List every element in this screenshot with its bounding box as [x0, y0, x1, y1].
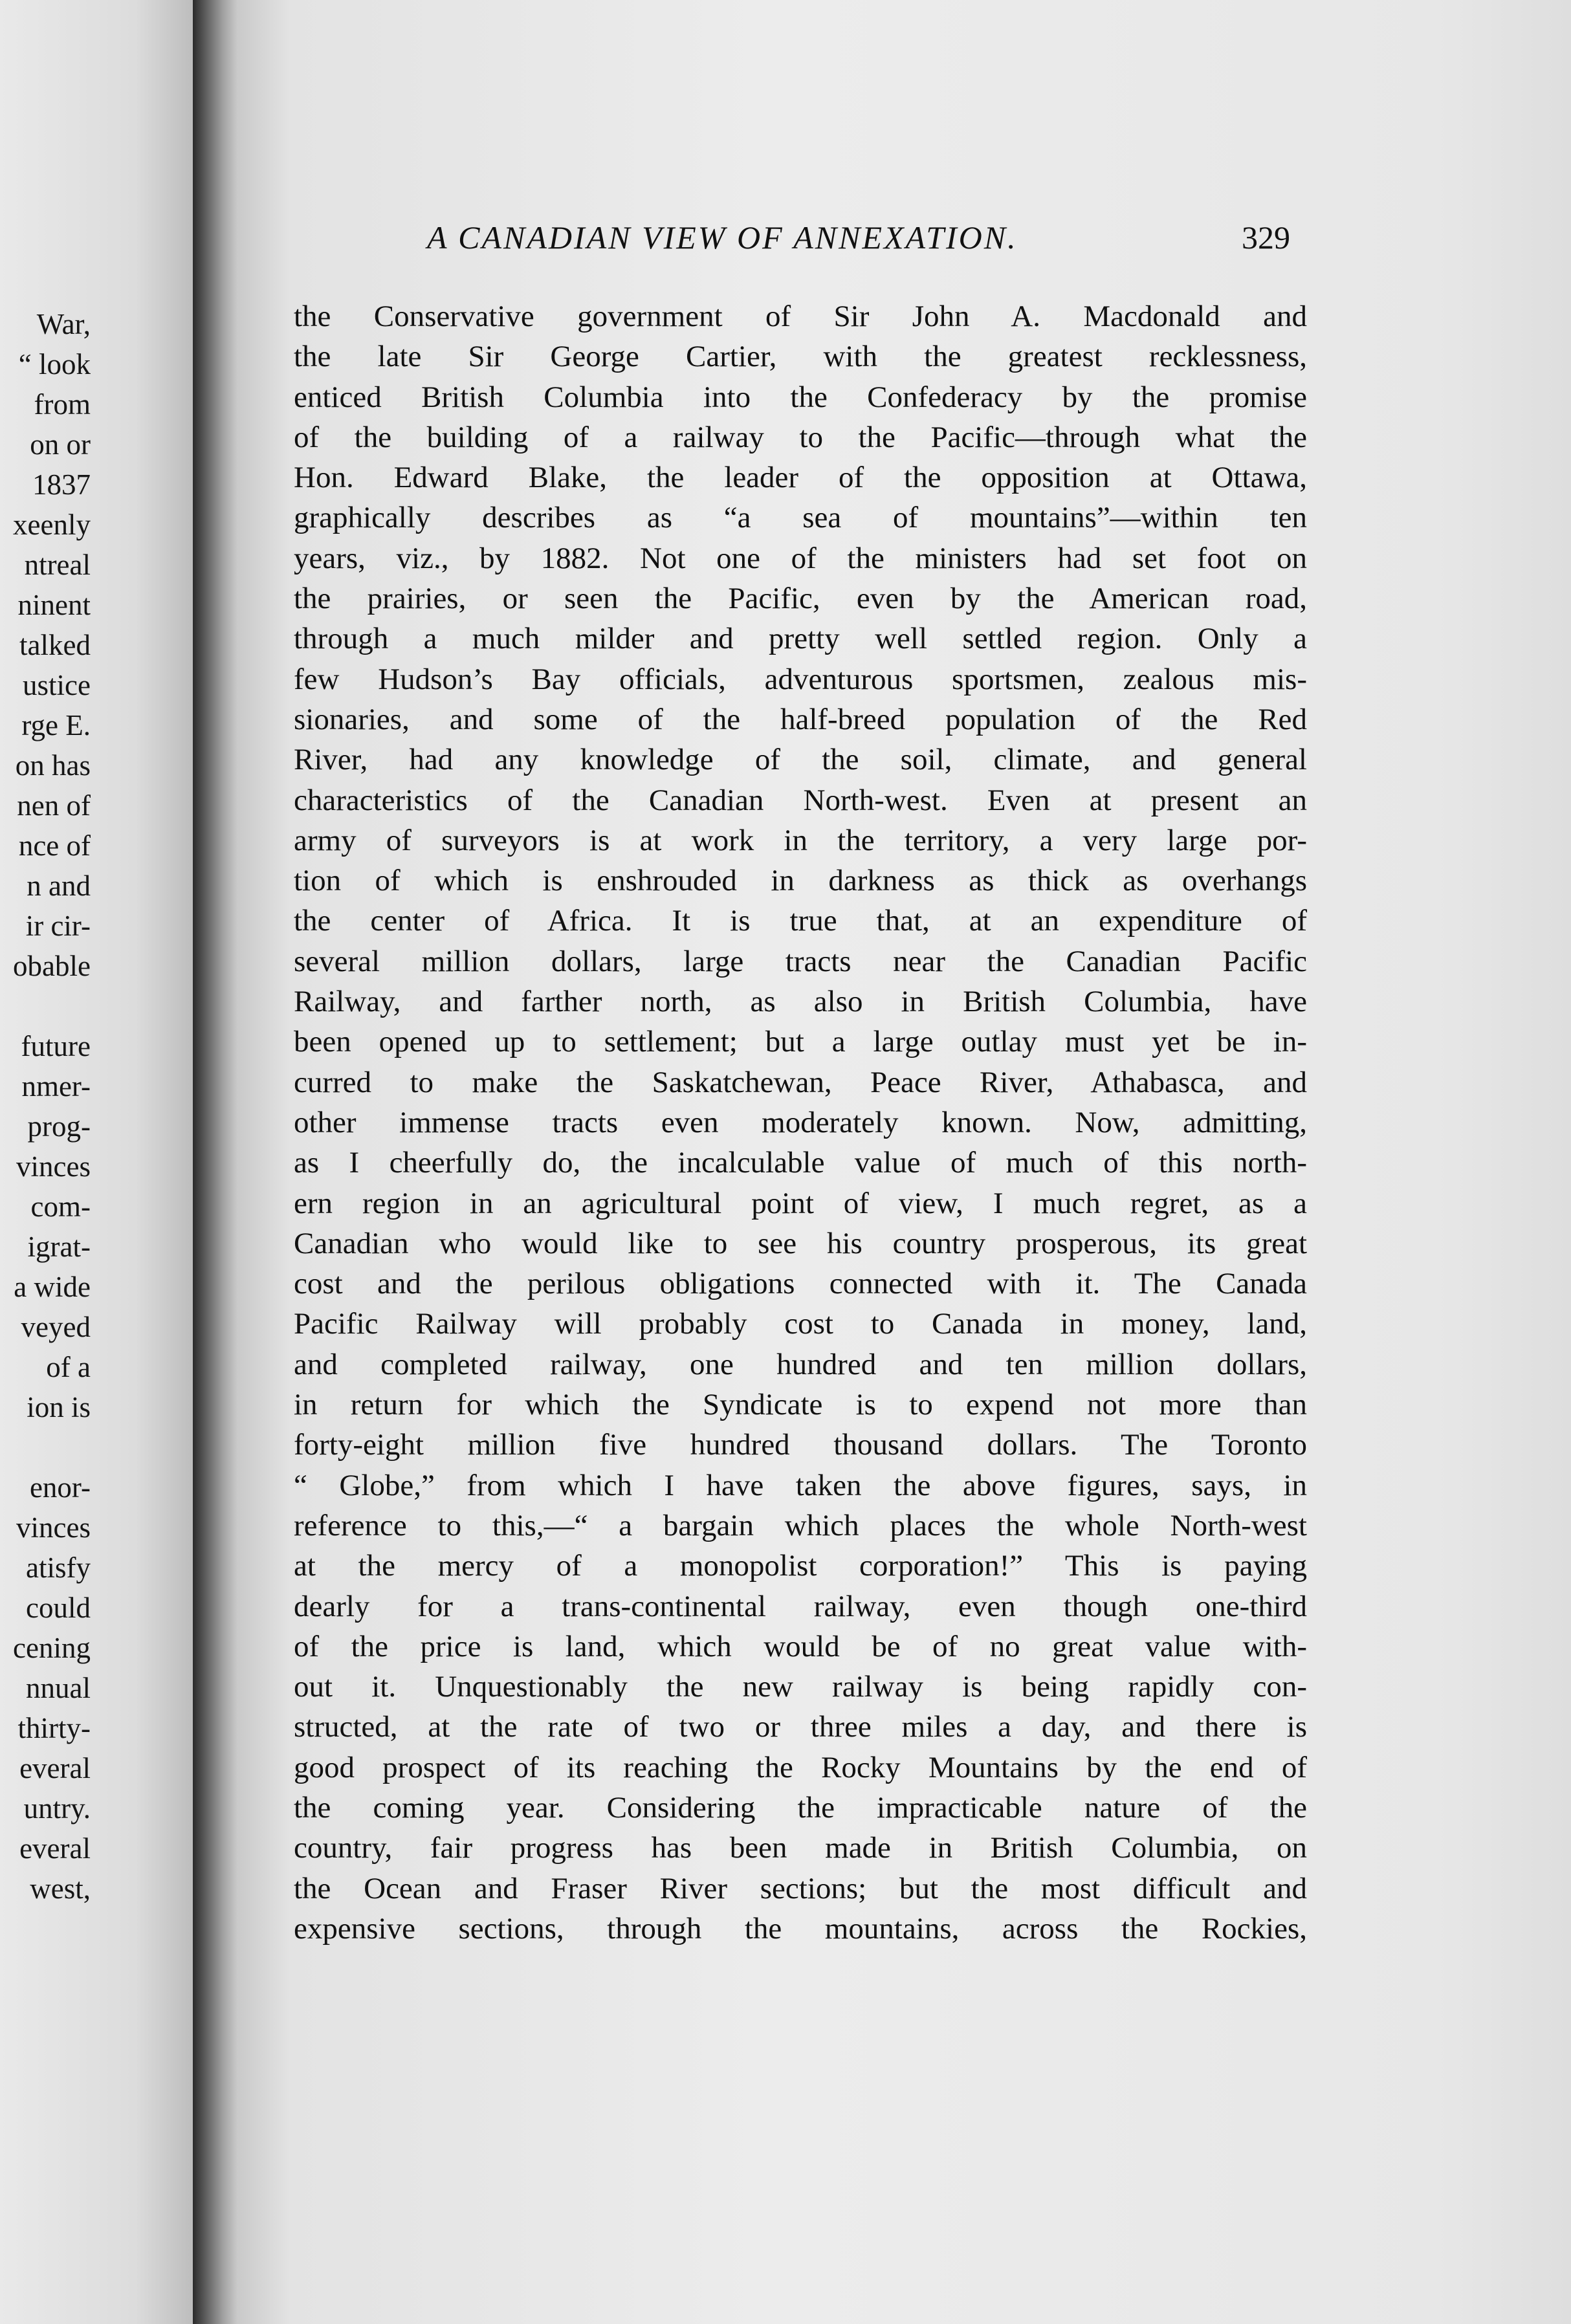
- left-fragment-line: on or: [30, 428, 91, 461]
- body-line: curred to make the Saskatchewan, Peace River, Athabasca, and: [294, 1065, 1307, 1099]
- body-line: graphically describes as “a sea of mountains”—within ten: [294, 501, 1307, 535]
- book-gutter: [193, 0, 237, 2324]
- body-line: the Conservative government of Sir John A. Macdonald and: [294, 300, 1307, 333]
- body-line: reference to this,—“ a bargain which places the whole North-west: [294, 1508, 1307, 1542]
- left-fragment-line: thirty-: [17, 1712, 91, 1744]
- left-fragment-line: nce of: [18, 829, 91, 862]
- left-fragment-line: ir cir-: [25, 910, 91, 942]
- body-text: [294, 296, 1307, 1949]
- left-fragment-line: nnual: [26, 1672, 91, 1704]
- left-fragment-line: veyed: [21, 1311, 91, 1343]
- left-fragment-line: com-: [30, 1190, 91, 1223]
- body-line: good prospect of its reaching the Rocky Mountains by the end of: [294, 1750, 1307, 1784]
- body-line: ern region in an agricultural point of view, I much regret, as a: [294, 1186, 1307, 1220]
- body-line: the center of Africa. It is true that, at an expenditure of: [294, 904, 1307, 938]
- left-fragment-line: vinces: [16, 1150, 91, 1183]
- left-fragment-line: on has: [15, 749, 91, 782]
- left-fragment-line: of a: [46, 1351, 91, 1383]
- left-fragment-line: vinces: [16, 1511, 91, 1544]
- left-fragment-line: untry.: [23, 1792, 91, 1825]
- body-line: Canadian who would like to see his country prosperous, its great: [294, 1226, 1307, 1260]
- left-fragment-line: ntreal: [24, 549, 91, 581]
- body-line: dearly for a trans-continental railway, even though one-third: [294, 1589, 1307, 1623]
- body-line: few Hudson’s Bay officials, adventurous sportsmen, zealous mis-: [294, 662, 1307, 696]
- body-line: in return for which the Syndicate is to expend not more than: [294, 1388, 1307, 1422]
- left-fragment-line: igrat-: [27, 1231, 91, 1263]
- left-fragment-line: prog-: [27, 1110, 91, 1143]
- page-header: [427, 219, 1290, 264]
- left-fragment-line: xeenly: [13, 509, 91, 541]
- running-title: A CANADIAN VIEW OF ANNEXATION.: [427, 219, 1018, 256]
- left-fragment-line: obable: [13, 950, 91, 982]
- left-fragment-line: ion is: [27, 1391, 91, 1423]
- left-fragment-line: [13, 986, 91, 1026]
- body-line: enticed British Columbia into the Confederacy by the promise: [294, 380, 1307, 414]
- left-page: [0, 0, 193, 2324]
- body-line: years, viz., by 1882. Not one of the ministers had set foot on: [294, 541, 1307, 575]
- body-line: of the price is land, which would be of no great value with-: [294, 1629, 1307, 1663]
- body-line: other immense tracts even moderately known. Now, admitting,: [294, 1105, 1307, 1139]
- left-fragment-line: could: [26, 1592, 91, 1624]
- body-line: the Ocean and Fraser River sections; but the most difficult and: [294, 1871, 1307, 1905]
- left-fragment-line: n and: [27, 870, 91, 902]
- body-line: army of surveyors is at work in the territory, a very large por-: [294, 823, 1307, 857]
- page-number: 329: [1242, 219, 1290, 256]
- left-fragment-line: nmer-: [21, 1070, 91, 1102]
- left-fragment-line: ustice: [23, 669, 91, 701]
- left-fragment-line: [13, 1427, 91, 1467]
- left-fragment-line: atisfy: [26, 1551, 91, 1584]
- body-line: characteristics of the Canadian North-west. Even at present an: [294, 783, 1307, 817]
- body-line: “ Globe,” from which I have taken the above figures, says, in: [294, 1468, 1307, 1502]
- body-line: country, fair progress has been made in British Columbia, on: [294, 1831, 1307, 1865]
- body-line: through a much milder and pretty well settled region. Only a: [294, 622, 1307, 656]
- body-line: as I cheerfully do, the incalculable value of much of this north-: [294, 1146, 1307, 1180]
- left-fragment-line: War,: [36, 308, 91, 340]
- body-line: sionaries, and some of the half-breed population of the Red: [294, 702, 1307, 736]
- body-line: and completed railway, one hundred and ten million dollars,: [294, 1347, 1307, 1381]
- left-fragment-line: a wide: [14, 1271, 91, 1303]
- body-line: the late Sir George Cartier, with the greatest recklessness,: [294, 340, 1307, 374]
- left-fragment-line: rge E.: [21, 709, 91, 741]
- left-page-text-fragments: [13, 304, 91, 1909]
- right-page: [237, 0, 1571, 2324]
- left-fragment-line: everal: [19, 1832, 91, 1865]
- body-line: the prairies, or seen the Pacific, even by the American road,: [294, 582, 1307, 616]
- body-line: tion of which is enshrouded in darkness as thick as overhangs: [294, 864, 1307, 898]
- left-fragment-line: cening: [13, 1632, 91, 1664]
- body-line: out it. Unquestionably the new railway is being rapidly con-: [294, 1670, 1307, 1704]
- body-line: Railway, and farther north, as also in British Columbia, have: [294, 985, 1307, 1019]
- body-line: several million dollars, large tracts near the Canadian Pacific: [294, 944, 1307, 978]
- body-line: cost and the perilous obligations connected with it. The Canada: [294, 1267, 1307, 1301]
- left-fragment-line: future: [21, 1030, 91, 1062]
- left-fragment-line: ninent: [17, 589, 91, 621]
- left-fragment-line: from: [34, 388, 91, 421]
- left-fragment-line: 1837: [32, 468, 91, 501]
- left-fragment-line: “ look: [18, 348, 91, 380]
- body-line: of the building of a railway to the Pacific—through what the: [294, 420, 1307, 454]
- left-fragment-line: everal: [19, 1752, 91, 1784]
- left-fragment-line: west,: [30, 1872, 91, 1905]
- body-line: River, had any knowledge of the soil, climate, and general: [294, 743, 1307, 777]
- body-line: Pacific Railway will probably cost to Canada in money, land,: [294, 1307, 1307, 1341]
- body-line: structed, at the rate of two or three miles a day, and there is: [294, 1710, 1307, 1744]
- left-fragment-line: talked: [19, 629, 91, 661]
- left-fragment-line: enor-: [29, 1471, 91, 1504]
- body-line: at the mercy of a monopolist corporation!” This is paying: [294, 1549, 1307, 1583]
- body-line: Hon. Edward Blake, the leader of the opposition at Ottawa,: [294, 461, 1307, 495]
- body-line: the coming year. Considering the impracticable nature of the: [294, 1790, 1307, 1825]
- left-fragment-line: nen of: [17, 789, 91, 822]
- body-line: been opened up to settlement; but a large outlay must yet be in-: [294, 1025, 1307, 1059]
- body-line: forty-eight million five hundred thousand dollars. The Toronto: [294, 1428, 1307, 1462]
- body-line: expensive sections, through the mountains, across the Rockies,: [294, 1911, 1307, 1946]
